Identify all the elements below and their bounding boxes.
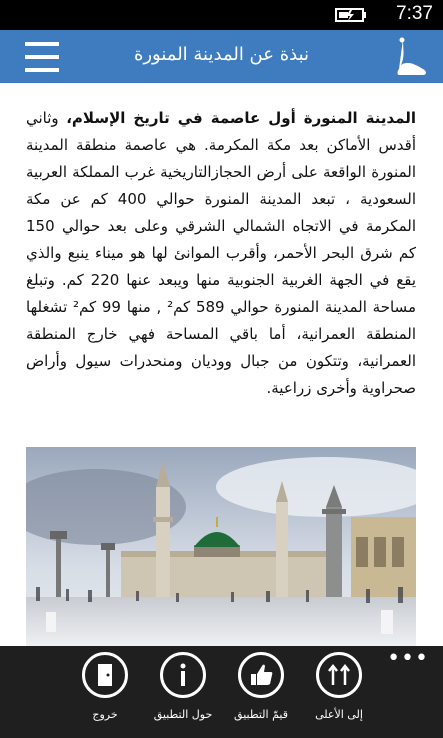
rate-app-label: قيمّ التطبيق bbox=[234, 708, 288, 721]
about-app-button[interactable] bbox=[143, 652, 223, 721]
battery-icon bbox=[335, 7, 367, 23]
exit-label: خروج bbox=[92, 708, 118, 721]
article-text bbox=[26, 105, 416, 402]
about-app-label: حول التطبيق bbox=[153, 708, 213, 721]
logo-icon bbox=[393, 35, 429, 79]
page-title: نبذة عن المدينة المنورة bbox=[133, 44, 310, 65]
scroll-to-top-button[interactable] bbox=[299, 652, 379, 721]
hamburger-menu-icon[interactable] bbox=[25, 42, 59, 72]
title-bar bbox=[0, 30, 443, 83]
exit-button[interactable] bbox=[65, 652, 145, 721]
content-area[interactable] bbox=[0, 83, 443, 646]
arrows-up-icon bbox=[316, 652, 362, 698]
thumbs-up-icon bbox=[238, 652, 284, 698]
app-bar bbox=[0, 646, 443, 738]
mosque-photo bbox=[26, 447, 416, 646]
status-time: 7:37 bbox=[396, 3, 433, 24]
info-icon bbox=[160, 652, 206, 698]
status-bar bbox=[0, 0, 443, 30]
scroll-to-top-label: إلى الأعلى bbox=[315, 708, 363, 721]
article-lead: المدينة المنورة أول عاصمة في تاريخ الإسلام، bbox=[66, 109, 416, 127]
more-options-icon[interactable]: ••• bbox=[387, 646, 429, 671]
article-body: وثاني أقدس الأماكن بعد مكة المكرمة. هي عاصمة منطقة المدينة المنورة الواقعة على أرض الحجازالتاريخية غرب المملكة العربية السعودية ، تبعد المدينة المنورة حوالي 400 كم عن مكة المكرمة في الاتجاه الشمالي الشرقي وعلى بعد حوالي 150 كم شرق البحر الأحمر، وأقرب الموانئ لها هو ميناء ينبع والذي يقع في الجهة الغربية الجنوبية منها ويبعد عنها 220 كم. وتبلغ مساحة المدينة المنورة حوالي 589 كم² , منها 99 كم² تشغلها المنطقة العمرانية، أما باقي المساحة فهي خارج المنطقة العمرانية، وتتكون من جبال ووديان ومنحدرات سيول وأراض صحراوية وأخرى زراعية. bbox=[26, 109, 417, 397]
exit-door-icon bbox=[82, 652, 128, 698]
rate-app-button[interactable] bbox=[221, 652, 301, 721]
